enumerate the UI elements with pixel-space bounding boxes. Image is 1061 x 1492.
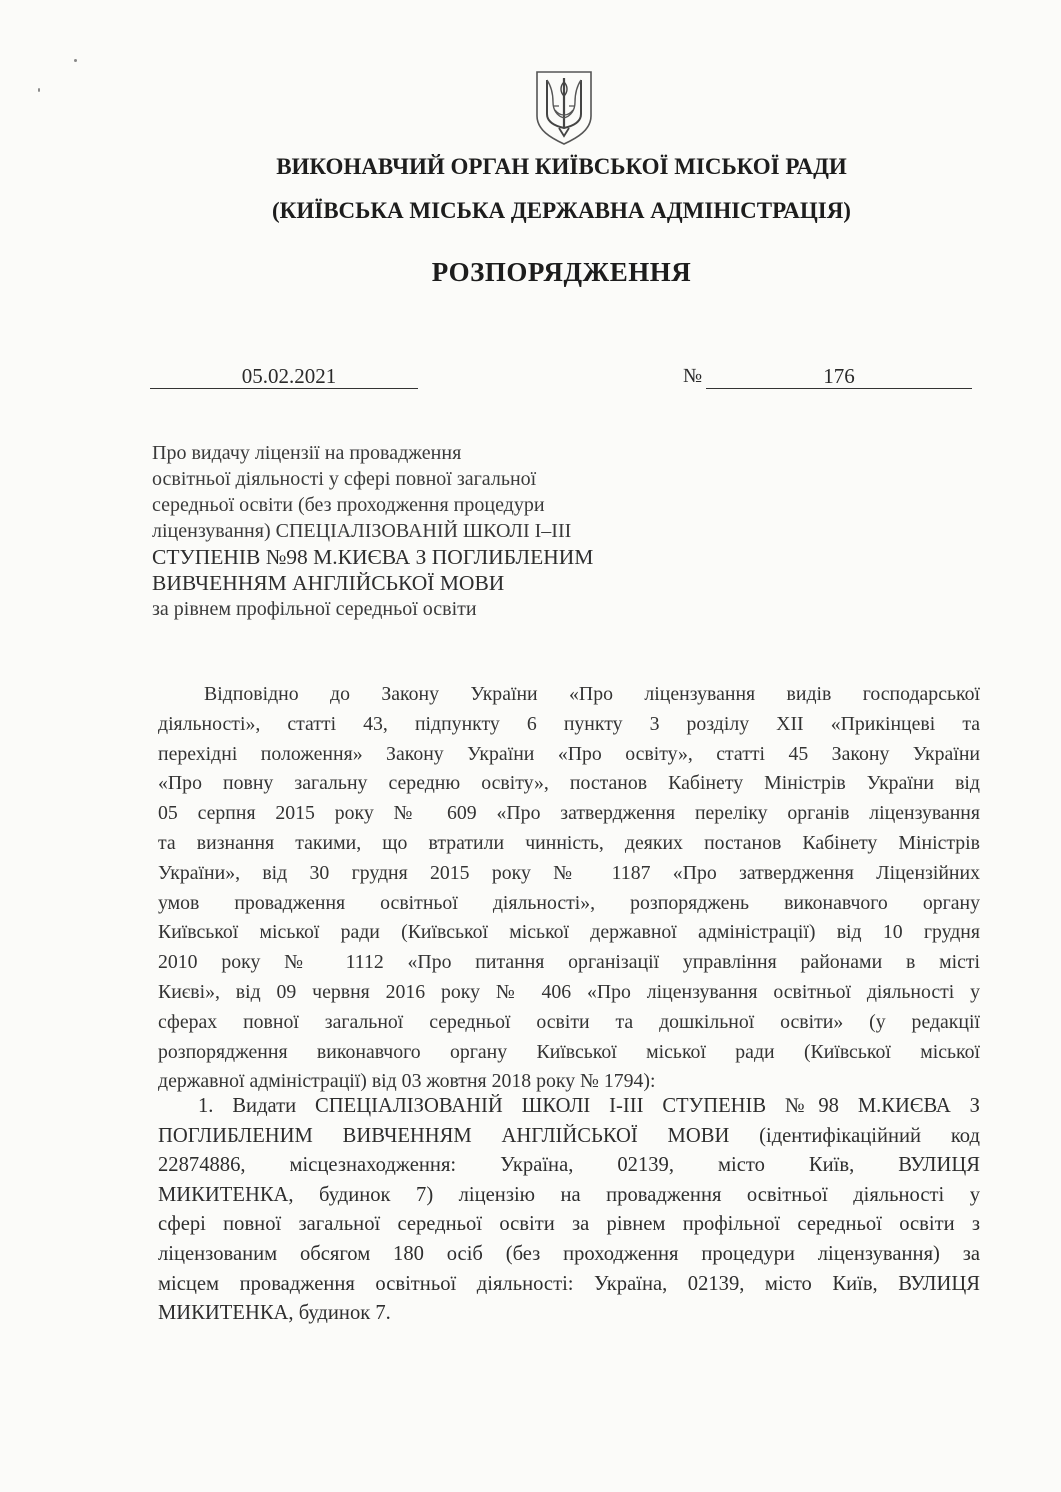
- body-line: сферах повної загальної середньої освіти та дошкільної освіти» (у редакції: [158, 1010, 980, 1033]
- body-line: ліцензованим обсягом 180 осіб (без проходження процедури ліцензування) за: [158, 1242, 980, 1265]
- body-line: перехідні положення» Закону України «Про освіту», статті 45 Закону України: [158, 742, 980, 765]
- subject-line: освітньої діяльності у сфері повної загальної: [152, 468, 537, 490]
- body-line: та визнання такими, що втратили чинність, деяких постанов Кабінету Міністрів: [158, 831, 980, 854]
- body-line: 22874886, місцезнаходження: Україна, 02139, місто Київ, ВУЛИЦЯ: [158, 1154, 980, 1177]
- scan-speck: [38, 88, 40, 92]
- organization-name: ВИКОНАВЧИЙ ОРГАН КИЇВСЬКОЇ МІСЬКОЇ РАДИ: [276, 154, 847, 179]
- body-line: 1. Видати СПЕЦІАЛІЗОВАНІЙ ШКОЛІ І-ІІІ СТУПЕНІВ №98 М.КИЄВА З: [198, 1095, 980, 1117]
- document-date: 05.02.2021: [150, 364, 418, 389]
- subject-line: ВИВЧЕННЯМ АНГЛІЙСЬКОЇ МОВИ: [152, 571, 505, 595]
- document-number: 176: [706, 364, 972, 389]
- body-line: розпорядження виконавчого органу Київської міської ради (Київської міської: [158, 1040, 980, 1063]
- body-line: 05 серпня 2015 року № 609 «Про затвердження переліку органів ліцензування: [158, 802, 980, 825]
- body-line: Київської міської ради (Київської міської державної адміністрації) від 10 грудня: [158, 921, 980, 944]
- subject-line: Про видачу ліцензії на провадження: [152, 442, 462, 464]
- number-label: №: [683, 365, 703, 387]
- coat-of-arms-icon: [533, 68, 595, 146]
- resolution-item-1: [158, 1092, 980, 1329]
- body-line: умов провадження освітньої діяльності», розпоряджень виконавчого органу: [158, 891, 980, 914]
- document-type-title: РОЗПОРЯДЖЕННЯ: [431, 257, 692, 287]
- body-line: діяльності», статті 43, підпункту 6 пункту 3 розділу ХІІ «Прикінцеві та: [158, 712, 980, 735]
- subject-line: середньої освіти (без проходження процедури: [152, 494, 545, 516]
- body-line: Києві», від 09 червня 2016 року № 406 «Про ліцензування освітньої діяльності у: [158, 980, 980, 1003]
- body-line: сфері повної загальної середньої освіти за рівнем профільної середньої освіти з: [158, 1213, 980, 1236]
- body-line: місцем провадження освітньої діяльності: Україна, 02139, місто Київ, ВУЛИЦЯ: [158, 1272, 980, 1295]
- organization-subtitle: (КИЇВСЬКА МІСЬКА ДЕРЖАВНА АДМІНІСТРАЦІЯ): [272, 198, 851, 223]
- body-line: України», від 30 грудня 2015 року № 1187 «Про затвердження Ліцензійних: [158, 861, 980, 884]
- body-line: 2010 року № 1112 «Про питання організації управління районами в місті: [158, 951, 980, 974]
- body-line: МИКИТЕНКА, будинок 7) ліцензію на провадження освітньої діяльності у: [158, 1183, 980, 1206]
- body-line: Відповідно до Закону України «Про ліцензування видів господарської: [204, 683, 980, 705]
- subject-line: СТУПЕНІВ №98 М.КИЄВА З ПОГЛИБЛЕНИМ: [152, 545, 594, 569]
- body-line: ПОГЛИБЛЕНИМ ВИВЧЕННЯМ АНГЛІЙСЬКОЇ МОВИ (ідентифікаційний код: [158, 1124, 980, 1147]
- subject-line: за рівнем профільної середньої освіти: [152, 598, 477, 620]
- subject-line: ліцензування) СПЕЦІАЛІЗОВАНІЙ ШКОЛІ І–ІІІ: [152, 520, 572, 542]
- subject-block: [152, 440, 672, 622]
- preamble-paragraph: [158, 680, 980, 1097]
- scan-speck: [74, 59, 77, 62]
- body-line: «Про повну загальну середню освіту», постанов Кабінету Міністрів України від: [158, 772, 980, 795]
- body-line: МИКИТЕНКА, будинок 7.: [158, 1302, 391, 1325]
- body-line: державної адміністрації) від 03 жовтня 2018 року № 1794):: [158, 1070, 656, 1093]
